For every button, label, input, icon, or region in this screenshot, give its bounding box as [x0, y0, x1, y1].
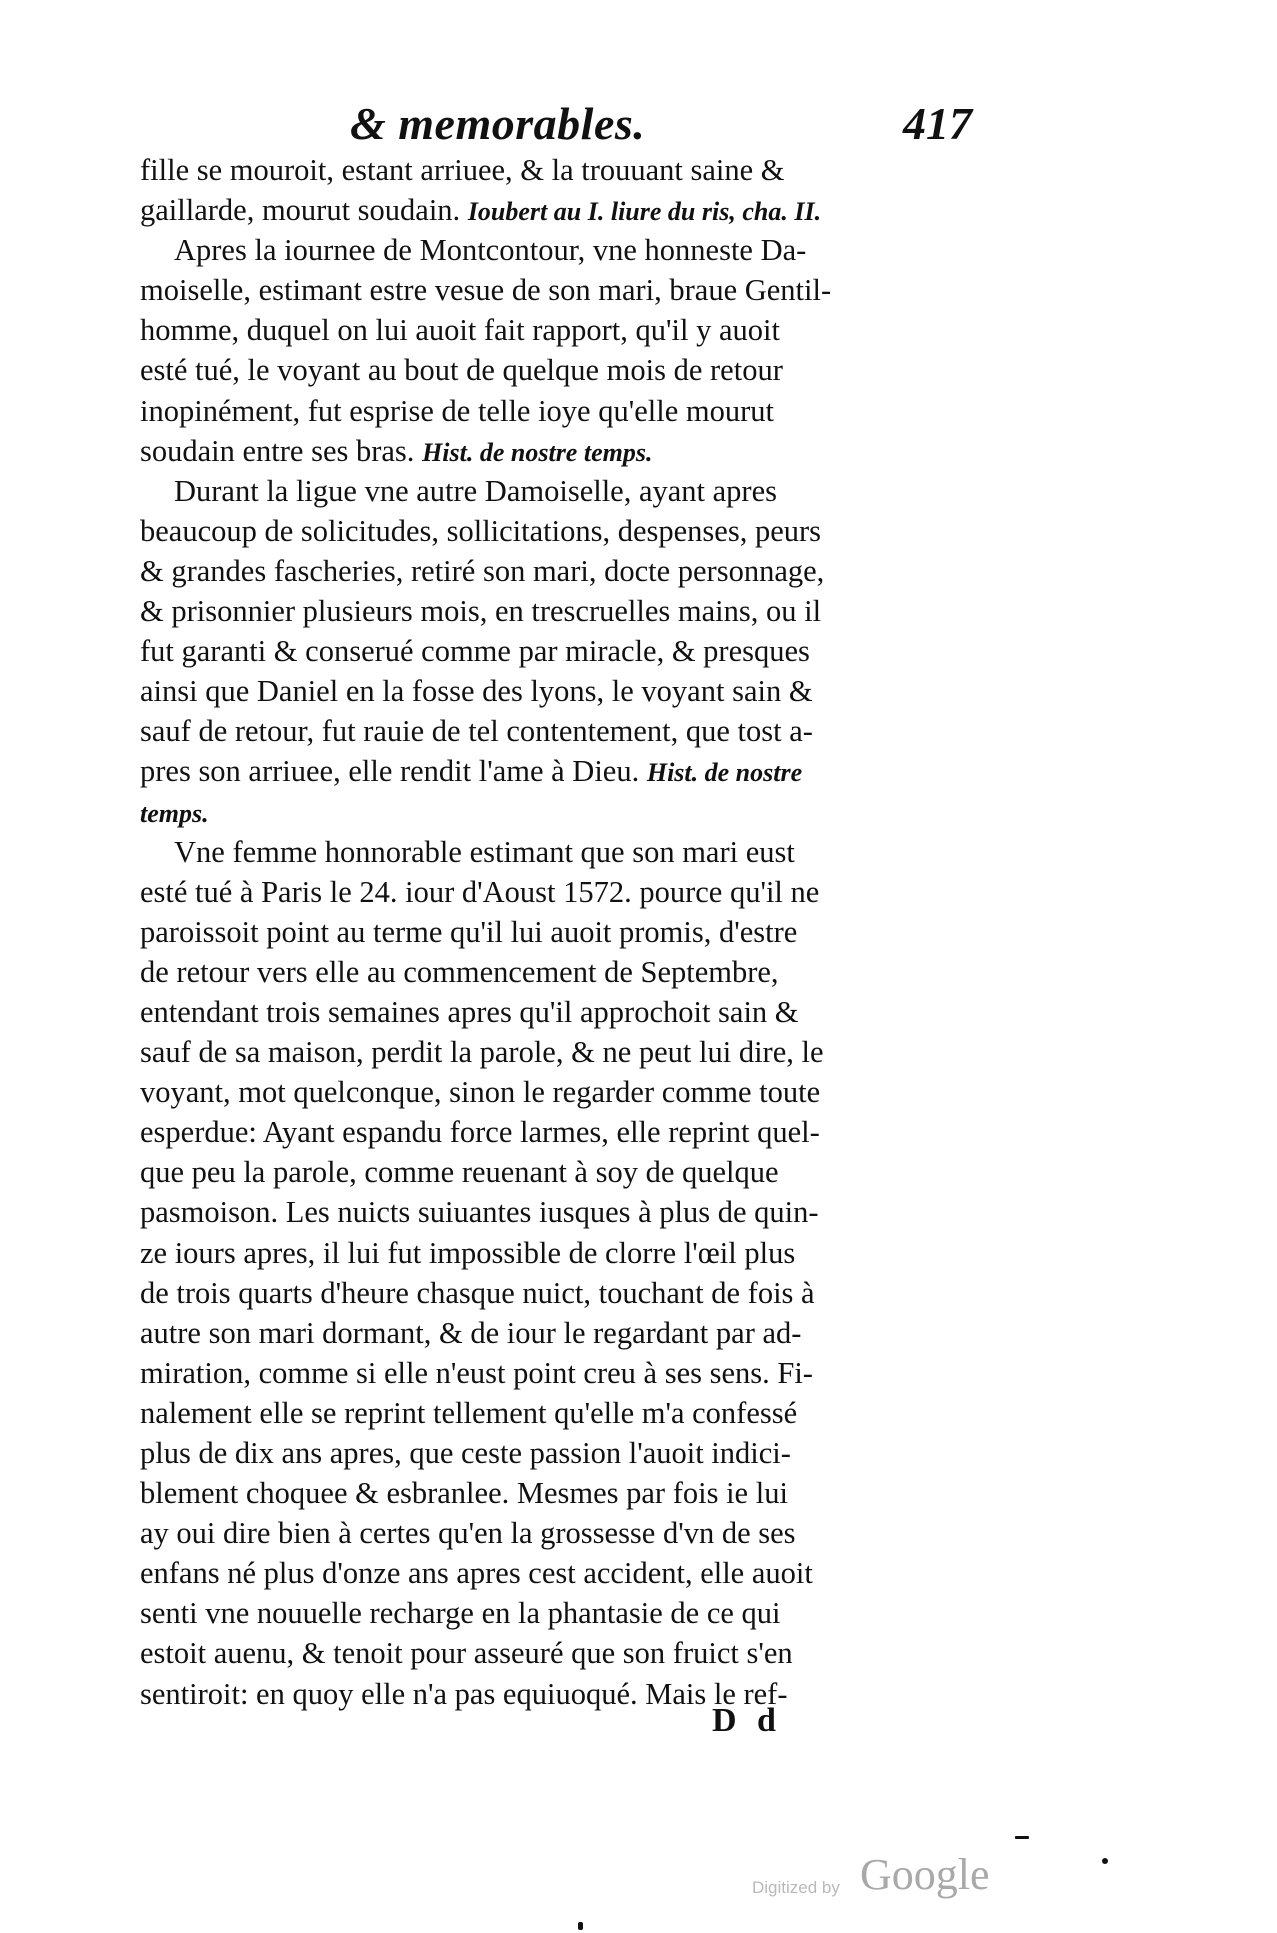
line-text: ainsi que Daniel en la fosse des lyons, le voyant sain & — [140, 674, 813, 709]
text-line — [140, 912, 985, 952]
line-text: blement choquee & esbranlee. Mesmes par fois ie lui — [140, 1476, 788, 1511]
text-line — [140, 391, 985, 431]
line-text: de retour vers elle au commencement de Septembre, — [140, 954, 779, 989]
line-text: sauf de retour, fut rauie de tel contentement, que tost a- — [140, 714, 813, 749]
running-head: & memorables. — [350, 98, 646, 149]
marginal-reference: Hist. de nostre — [646, 758, 803, 788]
line-text: pasmoison. Les nuicts suiuantes iusques à plus de quin- — [140, 1195, 819, 1230]
text-line — [140, 1353, 985, 1393]
line-text: ze iours apres, il lui fut impossible de clorre l'œil plus — [140, 1235, 796, 1270]
line-text: gaillarde, mourut soudain. — [140, 193, 461, 228]
text-line — [140, 270, 985, 310]
text-line — [140, 1273, 985, 1313]
text-line — [140, 671, 985, 711]
line-text: sauf de sa maison, perdit la parole, & ne peut lui dire, le — [140, 1035, 824, 1070]
line-text: Vne femme honnorable estimant que son mari eust — [174, 834, 795, 869]
text-line — [140, 751, 985, 791]
line-text: fille se mouroit, estant arriuee, & la trouuant saine & — [140, 153, 785, 187]
text-line — [140, 591, 985, 631]
body-text — [140, 150, 985, 1714]
line-text: moiselle, estimant estre vesue de son mari, braue Gentil- — [140, 273, 832, 308]
text-line — [140, 1112, 985, 1152]
watermark-brand: Google — [860, 1850, 990, 1899]
line-text: entendant trois semaines apres qu'il approchoit sain & — [140, 994, 799, 1029]
line-text: beaucoup de solicitudes, sollicitations, despenses, peurs — [140, 513, 822, 548]
text-line — [140, 471, 985, 511]
line-text: esté tué à Paris le 24. iour d'Aoust 1572. pource qu'il ne — [140, 874, 820, 909]
text-line — [140, 150, 985, 190]
line-text: autre son mari dormant, & de iour le regardant par ad- — [140, 1315, 802, 1350]
text-line — [140, 952, 985, 992]
line-text: ay oui dire bien à certes qu'en la grossesse d'vn de ses — [140, 1516, 796, 1551]
line-text: fut garanti & conserué comme par miracle, & presques — [140, 634, 810, 669]
ink-speck — [578, 1922, 583, 1930]
line-text: soudain entre ses bras. — [140, 433, 415, 468]
text-line — [140, 1433, 985, 1473]
text-line — [140, 1633, 985, 1673]
marginal-reference: Ioubert au I. liure du ris, cha. II. — [467, 197, 822, 227]
line-text: & grandes fascheries, retiré son mari, docte personnage, — [140, 553, 825, 588]
ink-speck — [1102, 1858, 1108, 1864]
text-line — [140, 230, 985, 270]
text-line — [140, 1473, 985, 1513]
watermark-by-text: Digitized by — [752, 1878, 840, 1897]
text-line — [140, 1032, 985, 1072]
text-line — [140, 1674, 985, 1714]
line-text: homme, duquel on lui auoit fait rapport, qu'il y auoit — [140, 313, 780, 348]
line-text: Durant la ligue vne autre Damoiselle, ayant apres — [174, 473, 777, 508]
line-text: voyant, mot quelconque, sinon le regarder comme toute — [140, 1075, 821, 1110]
text-line — [140, 190, 985, 230]
text-line — [140, 1593, 985, 1633]
line-text: esté tué, le voyant au bout de quelque mois de retour — [140, 353, 783, 388]
text-line — [140, 1072, 985, 1112]
digitized-by-watermark — [752, 1850, 1012, 1900]
line-text: enfans né plus d'onze ans apres cest accident, elle auoit — [140, 1556, 813, 1591]
line-text: plus de dix ans apres, que ceste passion l'auoit indici- — [140, 1436, 791, 1470]
line-text: paroissoit point au terme qu'il lui auoit promis, d'estre — [140, 914, 798, 949]
line-text: de trois quarts d'heure chasque nuict, touchant de fois à — [140, 1275, 815, 1310]
line-text: estoit auenu, & tenoit pour asseuré que son fruict s'en — [140, 1636, 793, 1671]
line-text: esperdue: Ayant espandu force larmes, elle reprint quel- — [140, 1115, 820, 1150]
text-line — [140, 792, 985, 832]
text-line — [140, 631, 985, 671]
text-line — [140, 1513, 985, 1553]
text-line — [140, 350, 985, 390]
text-line — [140, 431, 985, 471]
text-line — [140, 310, 985, 350]
text-line — [140, 551, 985, 591]
line-text: inopinément, fut esprise de telle ioye qu'elle mourut — [140, 393, 774, 428]
signature-mark: D d — [712, 1702, 782, 1739]
line-text: nalement elle se reprint tellement qu'elle m'a confessé — [140, 1395, 798, 1430]
text-line — [140, 992, 985, 1032]
text-line — [140, 1192, 985, 1232]
text-line — [140, 1233, 985, 1273]
text-line — [140, 832, 985, 872]
line-text: que peu la parole, comme reuenant à soy de quelque — [140, 1155, 779, 1190]
marginal-reference: temps. — [140, 798, 209, 828]
line-text: & prisonnier plusieurs mois, en trescruelles mains, ou il — [140, 594, 822, 629]
line-text: Apres la iournee de Montcontour, vne honneste Da- — [174, 233, 807, 268]
line-text: senti vne nouuelle recharge en la phantasie de ce qui — [140, 1596, 781, 1631]
page-header — [140, 96, 990, 152]
page-number: 417 — [903, 98, 972, 149]
text-line — [140, 1152, 985, 1192]
ink-speck — [1015, 1836, 1029, 1839]
marginal-reference: Hist. de nostre temps. — [422, 437, 653, 467]
text-line — [140, 1313, 985, 1353]
line-text: miration, comme si elle n'eust point creu à ses sens. Fi- — [140, 1355, 813, 1390]
line-text: sentiroit: en quoy elle n'a pas equiuoqué. Mais le ref- — [140, 1676, 788, 1711]
line-text: pres son arriuee, elle rendit l'ame à Dieu. — [140, 754, 640, 789]
text-line — [140, 511, 985, 551]
text-line — [140, 1553, 985, 1593]
text-line — [140, 1393, 985, 1433]
text-line — [140, 711, 985, 751]
text-line — [140, 872, 985, 912]
